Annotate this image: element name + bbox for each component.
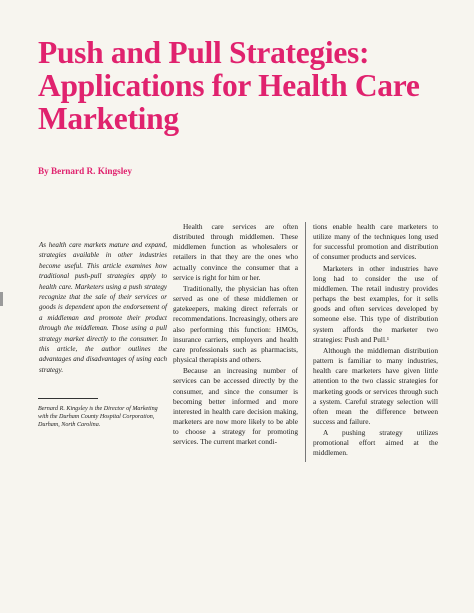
paragraph: Marketers in other industries have long had to consider the use of middlemen. The retail industry provides perhaps the best examples, for it sells goods and often services developed by someone else. This type of distribution system affords the marketer two strategies: Push and Pull.¹	[313, 263, 438, 344]
page-edge-mark	[0, 292, 3, 306]
author-bio-note: Bernard R. Kingsley is the Director of Marketing with the Durham County Hospital Corporation, Durham, North Carolina.	[38, 406, 158, 429]
article-title	[38, 36, 438, 135]
title-line-2: Applications for Health Care	[38, 68, 420, 103]
paragraph: Health care services are often distributed through middlemen. These middlemen function as wholesalers or retailers in that they are the ones who actually convince the consumer that a service is right for him or her.	[173, 222, 298, 282]
paragraph: Although the middleman distribution pattern is familiar to many industries, health care marketers have given little attention to the two classic strategies for marketing goods or services through such a system. Careful strategy selection will often mean the difference between success and failure.	[313, 345, 438, 426]
title-line-1: Push and Pull Strategies:	[38, 35, 370, 70]
body-column-2	[173, 222, 298, 447]
paragraph: Traditionally, the physician has often served as one of these middlemen or gatekeepers, making direct referrals or recommendations. Increasingly, others are also performing this function: HMOs, insurance carriers, employers and health care professionals such as pharmacists, physical therapists and others.	[173, 283, 298, 365]
column-divider	[305, 222, 306, 462]
footnote-rule	[38, 398, 98, 399]
body-column-3	[313, 222, 438, 459]
author-byline: By Bernard R. Kingsley	[38, 166, 132, 176]
article-abstract: As health care markets mature and expand, strategies available in other industries become useful. This article examines how traditional push-pull strategies apply to health care. Marketers using a push strategy recognize that the sale of their services or goods is dependent upon the endorsement of a middleman and promote their product through the middleman. Those using a pull strategy market directly to the consumer. In this article, the author outlines the advantages and disadvantages of using each strategy.	[39, 241, 167, 374]
paragraph: tions enable health care marketers to utilize many of the techniques long used for successful promotion and distribution of consumer products and services.	[313, 222, 438, 262]
paragraph: Because an increasing number of services can be accessed directly by the consumer, and since the consumer is becoming better informed and more interested in health care decision making, marketers are now more likely to be able to choose a strategy for promoting services. The current market condi-	[173, 366, 298, 447]
title-line-3: Marketing	[38, 101, 179, 136]
paragraph: A pushing strategy utilizes promotional effort aimed at the middlemen.	[313, 428, 438, 458]
